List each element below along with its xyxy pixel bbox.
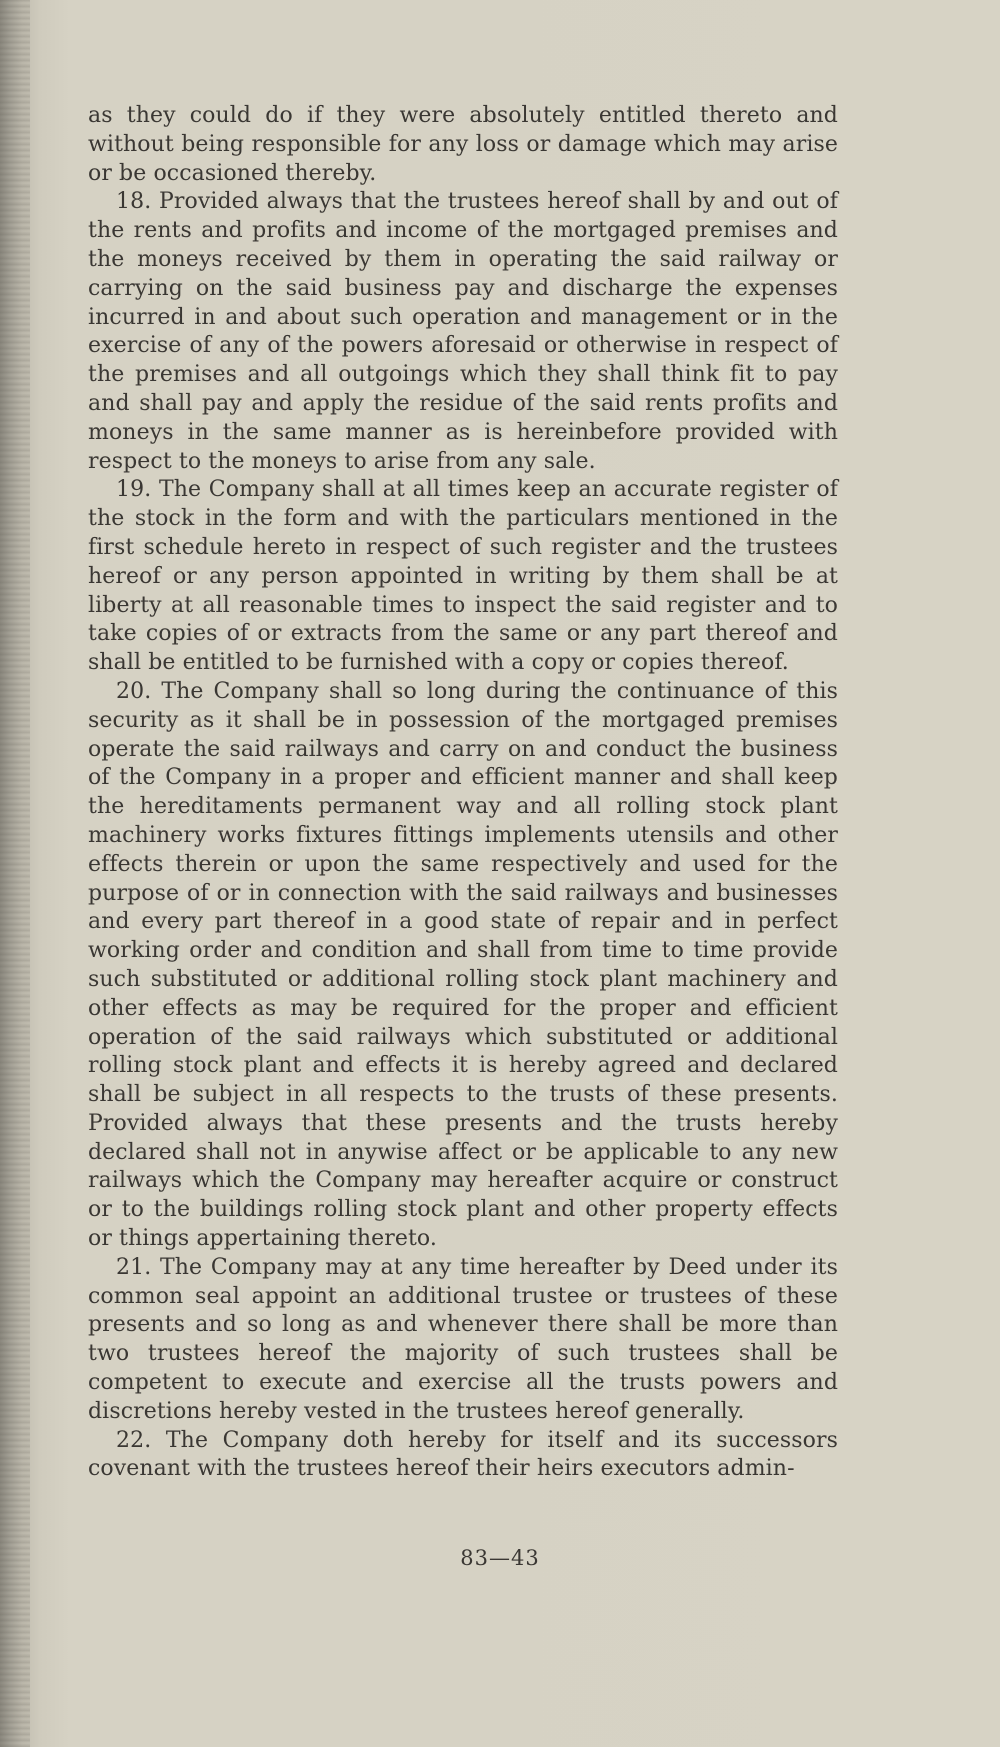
paragraph-clause-19: 19. The Company shall at all times keep an accurate register of the stock in the form and with the particulars mentioned in the first schedule hereto in respect of such register and the trustees hereof or any person appointed in writing by them shall be at liberty at all reasonable times to inspect the said register and to take copies of or extracts from the same or any part thereof and shall be entitled to be furnished with a copy or copies thereof. [88, 477, 838, 676]
body-text [88, 102, 838, 1484]
paragraph-clause-22: 22. The Company doth hereby for itself and its successors covenant with the trustees hereof their heirs executors admin- [88, 1427, 838, 1482]
paragraph-clause-21: 21. The Company may at any time hereafter by Deed under its common seal appoint an additional trustee or trustees of these presents and so long as and whenever there shall be more than two trustees hereof the majority of such trustees shall be competent to execute and exercise all the trusts powers and discretions hereby vested in the trustees hereof generally. [88, 1254, 838, 1424]
book-spine-shadow [0, 0, 30, 1747]
page-number: 83—43 [460, 1546, 540, 1570]
paragraph-clause-18: 18. Provided always that the trustees hereof shall by and out of the rents and profits and income of the mortgaged premises and the moneys received by them in operating the said railway or carrying on the said business pay and discharge the expenses incurred in and about such operation and management or in the exercise of any of the powers aforesaid or otherwise in respect of the premises and all outgoings which they shall think fit to pay and shall pay and apply the residue of the said rents profits and moneys in the same manner as is hereinbefore provided with respect to the moneys to arise from any sale. [88, 189, 838, 474]
paragraph-clause-20: 20. The Company shall so long during the continuance of this security as it shall be in possession of the mortgaged premises operate the said railways and carry on and conduct the business of the Company in a proper and efficient manner and shall keep the hereditaments permanent way and all rolling stock plant machinery works fixtures fittings implements utensils and other effects therein or upon the same respectively and used for the purpose of or in connection with the said railways and businesses and every part thereof in a good state of repair and in perfect working order and condition and shall from time to time provide such substituted or additional rolling stock plant machinery and other effects as may be required for the proper and efficient operation of the said railways which substituted or additional rolling stock plant and effects it is hereby agreed and declared shall be subject in all respects to the trusts of these presents. Provided always that these presents and the trusts hereby declared shall not in anywise affect or be applicable to any new railways which the Company may hereafter acquire or construct or to the buildings rolling stock plant and other property effects or things appertaining thereto. [88, 678, 838, 1252]
paragraph-continuation: as they could do if they were absolutely entitled thereto and without being responsible for any loss or damage which may arise or be occasioned thereby. [88, 103, 838, 186]
